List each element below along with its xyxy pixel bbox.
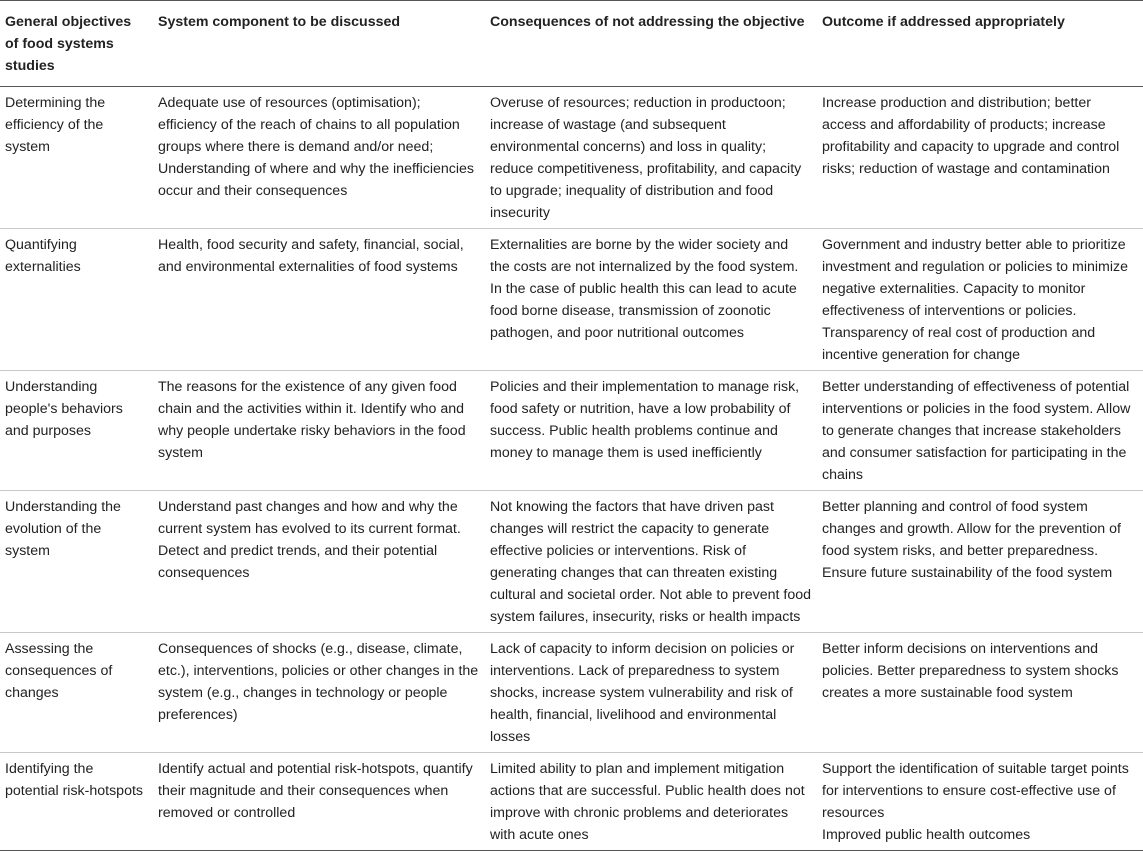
objective-cell: Determining the efficiency of the system <box>0 87 153 229</box>
header-system-component: System component to be discussed <box>153 1 485 87</box>
component-cell: Consequences of shocks (e.g., disease, climate, etc.), interventions, policies or other changes in the system (e.g., changes in technology or people preferences) <box>153 633 485 753</box>
consequence-cell: Overuse of resources; reduction in productoon; increase of wastage (and subsequent environmental concerns) and loss in quality; reduce competitiveness, profitability, and capacity to upgrade; inequality of distribution and food insecurity <box>485 87 817 229</box>
consequence-cell: Lack of capacity to inform decision on policies or interventions. Lack of preparedness to system shocks, increase system vulnerability and risk of health, financial, livelihood and environmental losses <box>485 633 817 753</box>
outcome-cell: Better planning and control of food system changes and growth. Allow for the prevention of food system risks, and better preparedness. Ensure future sustainability of the food system <box>817 491 1143 633</box>
table-row <box>0 229 1143 371</box>
objective-cell: Assessing the consequences of changes <box>0 633 153 753</box>
outcome-cell: Increase production and distribution; better access and affordability of products; increase profitability and capacity to upgrade and control risks; reduction of wastage and contamination <box>817 87 1143 229</box>
table-row <box>0 753 1143 851</box>
consequence-cell: Policies and their implementation to manage risk, food safety or nutrition, have a low probability of success. Public health problems continue and money to manage them is used inefficiently <box>485 371 817 491</box>
objective-cell: Quantifying externalities <box>0 229 153 371</box>
table-row <box>0 87 1143 229</box>
table-row <box>0 371 1143 491</box>
objective-cell: Understanding the evolution of the system <box>0 491 153 633</box>
consequence-cell: Limited ability to plan and implement mitigation actions that are successful. Public health does not improve with chronic problems and deteriorates with acute ones <box>485 753 817 851</box>
component-cell: Health, food security and safety, financial, social, and environmental externalities of food systems <box>153 229 485 371</box>
table-header <box>0 1 1143 87</box>
consequence-cell: Not knowing the factors that have driven past changes will restrict the capacity to generate effective policies or interventions. Risk of generating changes that can threaten existing cultural and societal order. Not able to prevent food system failures, insecurity, risks or health impacts <box>485 491 817 633</box>
header-outcome: Outcome if addressed appropriately <box>817 1 1143 87</box>
component-cell: The reasons for the existence of any given food chain and the activities within it. Identify who and why people undertake risky behaviors in the food system <box>153 371 485 491</box>
component-cell: Adequate use of resources (optimisation); efficiency of the reach of chains to all population groups where there is demand and/or need; Understanding of where and why the inefficiencies occur and their consequences <box>153 87 485 229</box>
outcome-cell: Better understanding of effectiveness of potential interventions or policies in the food system. Allow to generate changes that increase stakeholders and consumer satisfaction for participating in the chains <box>817 371 1143 491</box>
component-cell: Understand past changes and how and why the current system has evolved to its current format. Detect and predict trends, and their potential consequences <box>153 491 485 633</box>
header-row <box>0 1 1143 87</box>
component-cell: Identify actual and potential risk-hotspots, quantify their magnitude and their consequences when removed or controlled <box>153 753 485 851</box>
header-general-objectives: General objectives of food systems studies <box>0 1 153 87</box>
header-consequences: Consequences of not addressing the objective <box>485 1 817 87</box>
table-row <box>0 633 1143 753</box>
outcome-cell: Better inform decisions on interventions and policies. Better preparedness to system shocks creates a more sustainable food system <box>817 633 1143 753</box>
objective-cell: Understanding people's behaviors and purposes <box>0 371 153 491</box>
table-row <box>0 491 1143 633</box>
outcome-cell: Support the identification of suitable target points for interventions to ensure cost-effective use of resources Improved public health outcomes <box>817 753 1143 851</box>
objective-cell: Identifying the potential risk-hotspots <box>0 753 153 851</box>
outcome-cell: Government and industry better able to prioritize investment and regulation or policies to minimize negative externalities. Capacity to monitor effectiveness of interventions or policies. Transparency of real cost of production and incentive generation for change <box>817 229 1143 371</box>
table-body <box>0 87 1143 851</box>
consequence-cell: Externalities are borne by the wider society and the costs are not internalized by the food system. In the case of public health this can lead to acute food borne disease, transmission of zoonotic pathogen, and poor nutritional outcomes <box>485 229 817 371</box>
